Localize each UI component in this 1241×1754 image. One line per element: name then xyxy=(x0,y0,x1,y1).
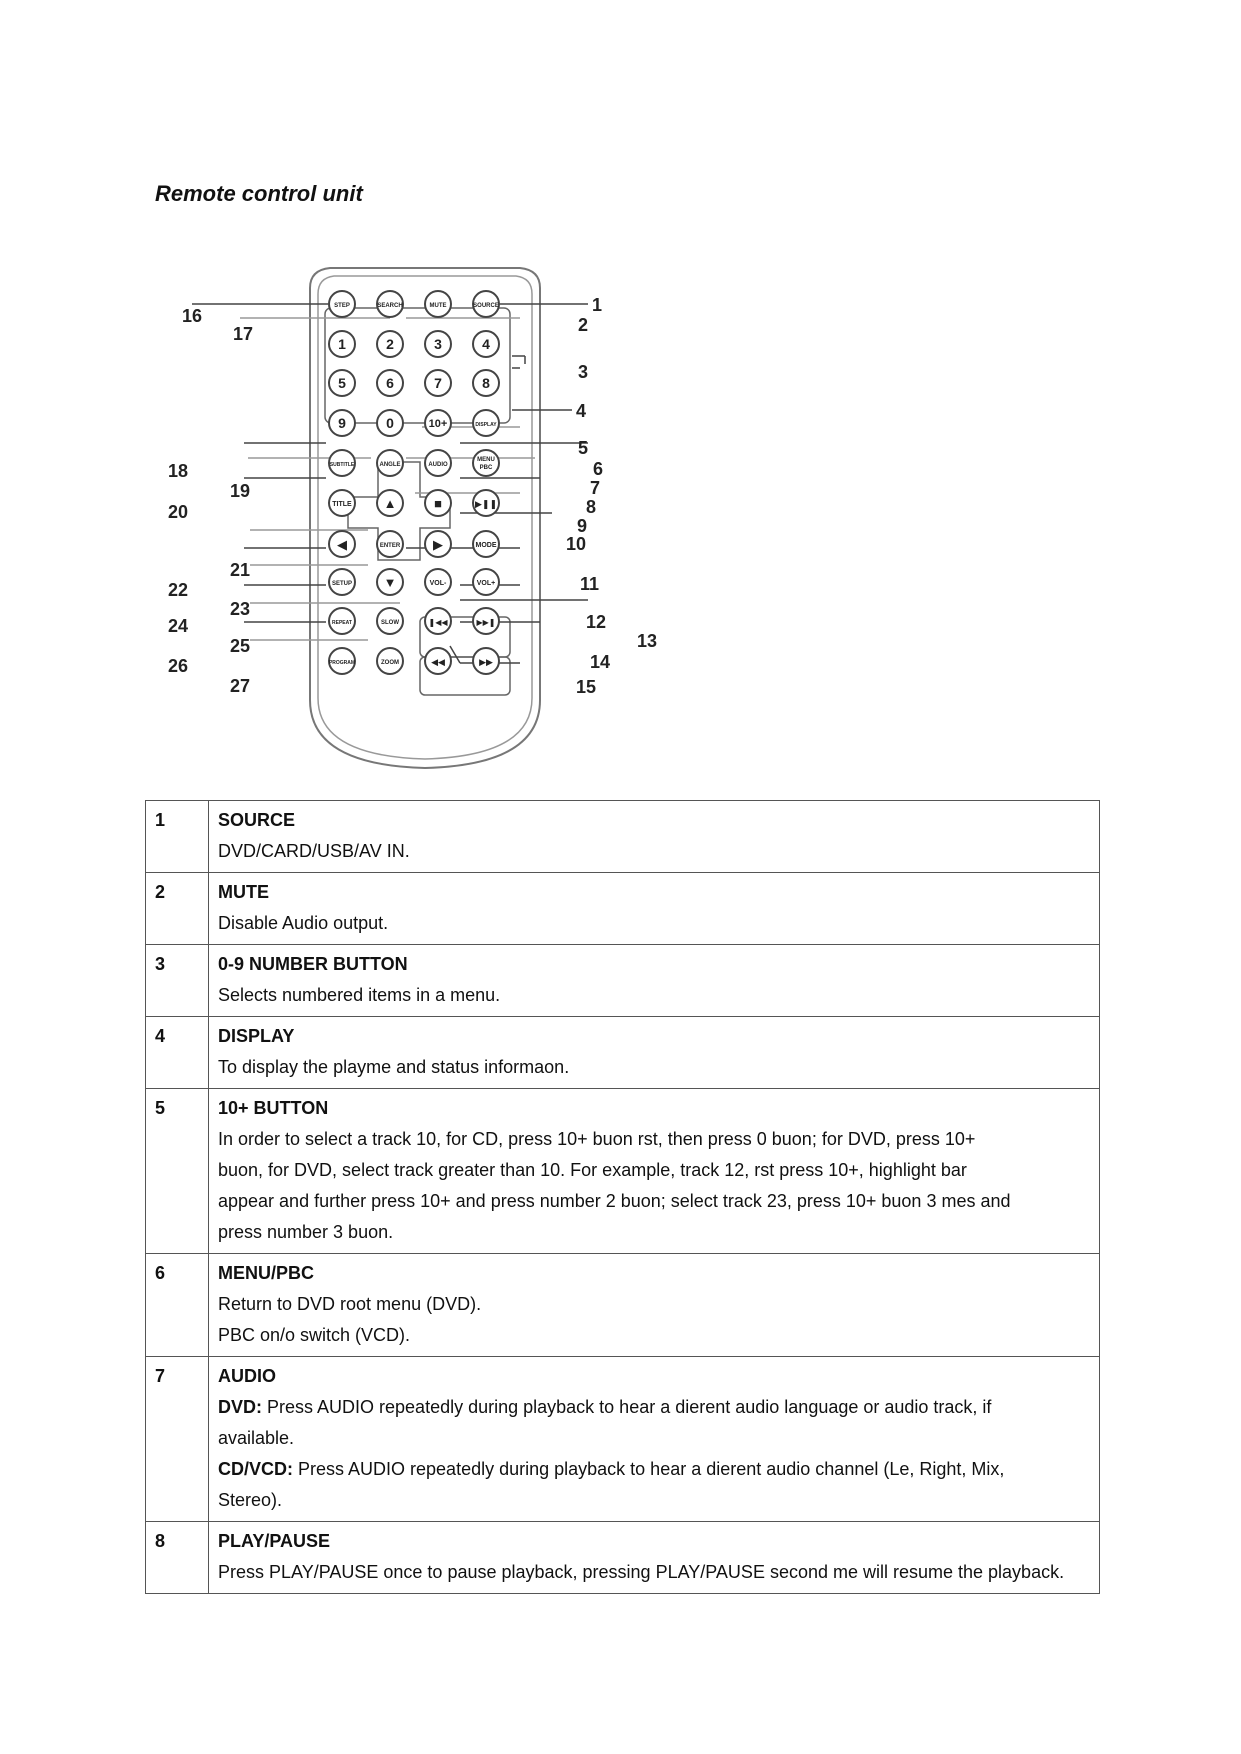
row-text: Selects numbered items in a menu. xyxy=(218,985,501,1005)
callout-11: 11 xyxy=(580,574,600,594)
callout-26: 26 xyxy=(168,656,189,676)
pbc-button[interactable]: PBC xyxy=(479,465,493,471)
callout-21: 21 xyxy=(230,560,251,580)
row-label: PLAY/PAUSE xyxy=(218,1531,331,1551)
source-button[interactable]: SOURCE xyxy=(473,303,499,309)
table-row xyxy=(146,1522,1100,1594)
row-number: 3 xyxy=(146,945,209,1017)
remote-diagram xyxy=(160,260,720,785)
table-row xyxy=(146,945,1100,1017)
dvd-text: Press AUDIO repeatedly during playback to hear a dierent audio language or audio track, if xyxy=(262,1397,992,1417)
row-label: AUDIO xyxy=(218,1366,276,1386)
callout-24: 24 xyxy=(168,616,189,636)
number-6-button[interactable]: 6 xyxy=(386,375,394,391)
display-button[interactable]: DISPLAY xyxy=(475,422,497,428)
row-text: In order to select a track 10, for CD, press 10+ buon rst, then press 0 buon; for DVD, press 10+ xyxy=(218,1129,976,1149)
callout-15: 15 xyxy=(576,677,597,697)
callout-3: 3 xyxy=(578,362,589,382)
number-8-button[interactable]: 8 xyxy=(482,375,490,391)
number-5-button[interactable]: 5 xyxy=(338,375,346,391)
callout-20: 20 xyxy=(168,502,189,522)
subtitle-button[interactable]: SUBTITLE xyxy=(329,462,355,468)
row-label: MUTE xyxy=(218,882,269,902)
row-number: 5 xyxy=(146,1089,209,1254)
number-pad-group xyxy=(325,308,510,423)
play-pause-icon[interactable]: ▶❚❚ xyxy=(474,499,498,509)
page-title: Remote control unit xyxy=(155,181,363,206)
callout-19: 19 xyxy=(230,481,251,501)
callout-27: 27 xyxy=(230,676,251,696)
rewind-icon[interactable]: ◀◀ xyxy=(431,657,445,667)
callout-17: 17 xyxy=(233,324,254,344)
number-9-button[interactable]: 9 xyxy=(338,415,346,431)
table-row xyxy=(146,873,1100,945)
vol-plus-button[interactable]: VOL+ xyxy=(476,580,496,587)
row-text xyxy=(218,1392,1090,1423)
number-1-button[interactable]: 1 xyxy=(338,336,346,352)
row-text: Press PLAY/PAUSE once to pause playback, pressing PLAY/PAUSE second me will resume the playback. xyxy=(218,1562,1065,1582)
row-number: 7 xyxy=(146,1357,209,1522)
row-content xyxy=(209,801,1100,873)
callout-2: 2 xyxy=(578,315,589,335)
angle-button[interactable]: ANGLE xyxy=(379,462,401,468)
row-number: 2 xyxy=(146,873,209,945)
callout-6: 6 xyxy=(593,459,604,479)
menu-button[interactable]: MENU xyxy=(477,457,495,463)
callout-1: 1 xyxy=(592,295,603,315)
callout-16: 16 xyxy=(182,306,203,326)
row-label: 0-9 NUMBER BUTTON xyxy=(218,954,408,974)
row-number: 8 xyxy=(146,1522,209,1594)
row-label: MENU/PBC xyxy=(218,1263,315,1283)
callout-25: 25 xyxy=(230,636,251,656)
row-text: DVD/CARD/USB/AV IN. xyxy=(218,841,410,861)
audio-button[interactable]: AUDIO xyxy=(428,462,448,468)
row-content xyxy=(209,1254,1100,1357)
row-label: DISPLAY xyxy=(218,1026,295,1046)
table-row xyxy=(146,1017,1100,1089)
number-2-button[interactable]: 2 xyxy=(386,336,394,352)
row-text: press number 3 buon. xyxy=(218,1222,394,1242)
row-content xyxy=(209,873,1100,945)
table-row xyxy=(146,1089,1100,1254)
callout-18: 18 xyxy=(168,461,189,481)
stop-icon[interactable]: ■ xyxy=(434,496,442,511)
vol-minus-button[interactable]: VOL- xyxy=(429,580,447,587)
number-4-button[interactable]: 4 xyxy=(482,336,490,352)
row-text: buon, for DVD, select track greater than 10. For example, track 12, rst press 10+, highlight bar xyxy=(218,1160,967,1180)
row-text: available. xyxy=(218,1428,295,1448)
number-0-button[interactable]: 0 xyxy=(386,415,394,431)
enter-button[interactable]: ENTER xyxy=(379,543,401,549)
row-content xyxy=(209,1089,1100,1254)
cd-lead: CD/VCD: xyxy=(218,1459,293,1479)
setup-button[interactable]: SETUP xyxy=(331,581,353,587)
zoom-button[interactable]: ZOOM xyxy=(381,660,399,666)
callout-8: 8 xyxy=(586,497,597,517)
callout-9: 9 xyxy=(577,516,588,536)
right-arrow-icon[interactable]: ▶ xyxy=(433,537,443,552)
callout-7: 7 xyxy=(590,478,601,498)
ten-plus-button[interactable]: 10+ xyxy=(428,418,448,430)
left-arrow-icon[interactable]: ◀ xyxy=(337,537,347,552)
step-button[interactable]: STEP xyxy=(334,303,350,309)
row-text: Stereo). xyxy=(218,1490,283,1510)
number-7-button[interactable]: 7 xyxy=(434,375,442,391)
row-content xyxy=(209,1017,1100,1089)
callout-10: 10 xyxy=(566,534,587,554)
down-arrow-icon[interactable]: ▼ xyxy=(383,575,397,590)
table-row xyxy=(146,801,1100,873)
remote-svg xyxy=(160,260,720,780)
callout-13: 13 xyxy=(637,631,658,651)
callout-14: 14 xyxy=(590,652,611,672)
number-3-button[interactable]: 3 xyxy=(434,336,442,352)
row-text: To display the playme and status informaon. xyxy=(218,1057,570,1077)
previous-track-icon[interactable]: ❚◀◀ xyxy=(428,618,448,627)
row-text xyxy=(218,1454,1090,1485)
dvd-lead: DVD: xyxy=(218,1397,262,1417)
next-track-icon[interactable]: ▶▶❚ xyxy=(476,618,496,627)
button-legend-table xyxy=(145,800,1100,1594)
mode-button[interactable]: MODE xyxy=(475,542,497,549)
callout-22: 22 xyxy=(168,580,189,600)
row-number: 1 xyxy=(146,801,209,873)
search-button[interactable]: SEARCH xyxy=(377,303,403,309)
slow-button[interactable]: SLOW xyxy=(381,620,399,626)
row-text: PBC on/o switch (VCD). xyxy=(218,1325,411,1345)
up-arrow-icon[interactable]: ▲ xyxy=(383,496,397,511)
repeat-button[interactable]: REPEAT xyxy=(332,620,352,626)
row-content xyxy=(209,945,1100,1017)
cd-text: Press AUDIO repeatedly during playback to hear a dierent audio channel (Le, Right, Mix, xyxy=(293,1459,1005,1479)
callout-23: 23 xyxy=(230,599,251,619)
row-label: SOURCE xyxy=(218,810,296,830)
title-button[interactable]: TITLE xyxy=(332,501,352,508)
row-text: Disable Audio output. xyxy=(218,913,389,933)
mute-button[interactable]: MUTE xyxy=(429,303,447,309)
table-row xyxy=(146,1254,1100,1357)
row-number: 4 xyxy=(146,1017,209,1089)
row-content xyxy=(209,1522,1100,1594)
row-number: 6 xyxy=(146,1254,209,1357)
fast-forward-icon[interactable]: ▶▶ xyxy=(479,657,493,667)
program-button[interactable]: PROGRAM xyxy=(328,660,356,666)
callout-5: 5 xyxy=(578,438,589,458)
row-text: Return to DVD root menu (DVD). xyxy=(218,1294,482,1314)
row-label: 10+ BUTTON xyxy=(218,1098,329,1118)
row-text: appear and further press 10+ and press number 2 buon; select track 23, press 10+ buon 3 mes and xyxy=(218,1191,1011,1211)
table-row xyxy=(146,1357,1100,1522)
row-content xyxy=(209,1357,1100,1522)
callout-12: 12 xyxy=(586,612,607,632)
callout-4: 4 xyxy=(576,401,587,421)
